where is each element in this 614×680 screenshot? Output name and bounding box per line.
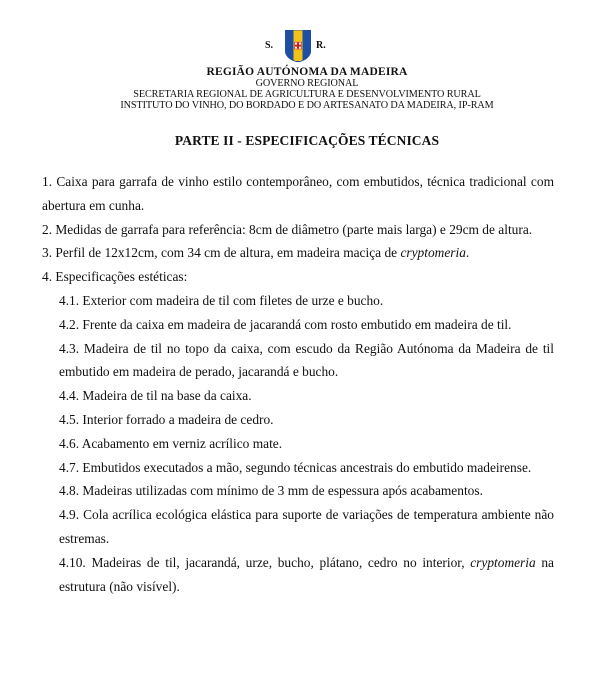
spec-subitem-4-2: 4.2. Frente da caixa em madeira de jacarandá com rosto embutido em madeira de til. [59, 316, 512, 332]
spec-subitem-4-1: 4.1. Exterior com madeira de til com filetes de urze e bucho. [59, 292, 384, 308]
madeira-coat-of-arms-icon [285, 30, 311, 62]
spec-subitem-4-10 [42, 551, 554, 599]
spec-subitem-4-8: 4.8. Madeiras utilizadas com mínimo de 3 mm de espessura após acabamentos. [59, 483, 483, 499]
spec-item-3-text: 3. Perfil de 12x12cm, com 34 cm de altura, em madeira maciça de [42, 245, 401, 261]
government-name: GOVERNO REGIONAL [255, 78, 359, 89]
spec-item-3-species: cryptomeria [400, 245, 466, 261]
crest-row [0, 30, 614, 62]
spec-subitem-4-6: 4.6. Acabamento em verniz acrílico mate. [59, 435, 283, 451]
region-name: REGIÃO AUTÓNOMA DA MADEIRA [206, 66, 408, 78]
letterhead [0, 66, 614, 111]
spec-subitem-4-3: 4.3. Madeira de til no topo da caixa, com escudo da Região Autónoma da Madeira de til embutido em madeira de perado, jacarandá e bucho. [59, 340, 554, 380]
spec-item-4: 4. Especificações estéticas: [42, 269, 188, 285]
spec-subitem-4-5: 4.5. Interior forrado a madeira de cedro. [59, 411, 274, 427]
spec-subitem-4-10-end: na estrutura (não visível). [59, 554, 554, 594]
spec-subitem-4-7: 4.7. Embutidos executados a mão, segundo técnicas ancestrais do embutido madeirense. [59, 459, 532, 475]
spec-subitem-4-9: 4.9. Cola acrílica ecológica elástica para suporte de variações de temperatura ambiente não estremas. [59, 507, 554, 546]
crest-letter-s: S. [265, 40, 274, 51]
secretariat-name: SECRETARIA REGIONAL DE AGRICULTURA E DESENVOLVIMENTO RURAL [133, 89, 481, 100]
spec-subitem-4-10-text: 4.10. Madeiras de til, jacarandá, urze, bucho, plátano, cedro no interior, [59, 554, 471, 570]
spec-subitem-4-10-species: cryptomeria [470, 554, 536, 570]
spec-item-1: 1. Caixa para garrafa de vinho estilo contemporâneo, com embutidos, técnica tradicional com abertura em cunha. [42, 174, 554, 213]
crest-letter-r: R. [316, 40, 326, 51]
section-title: PARTE II - ESPECIFICAÇÕES TÉCNICAS [174, 133, 440, 148]
spec-subitem-4-4: 4.4. Madeira de til na base da caixa. [59, 388, 252, 404]
institute-name: INSTITUTO DO VINHO, DO BORDADO E DO ARTESANATO DA MADEIRA, IP-RAM [120, 100, 494, 111]
spec-item-3 [42, 241, 554, 265]
spec-item-2: 2. Medidas de garrafa para referência: 8cm de diâmetro (parte mais larga) e 29cm de altura. [42, 221, 533, 237]
specifications-list [42, 170, 554, 598]
spec-item-3-end: . [465, 245, 470, 261]
